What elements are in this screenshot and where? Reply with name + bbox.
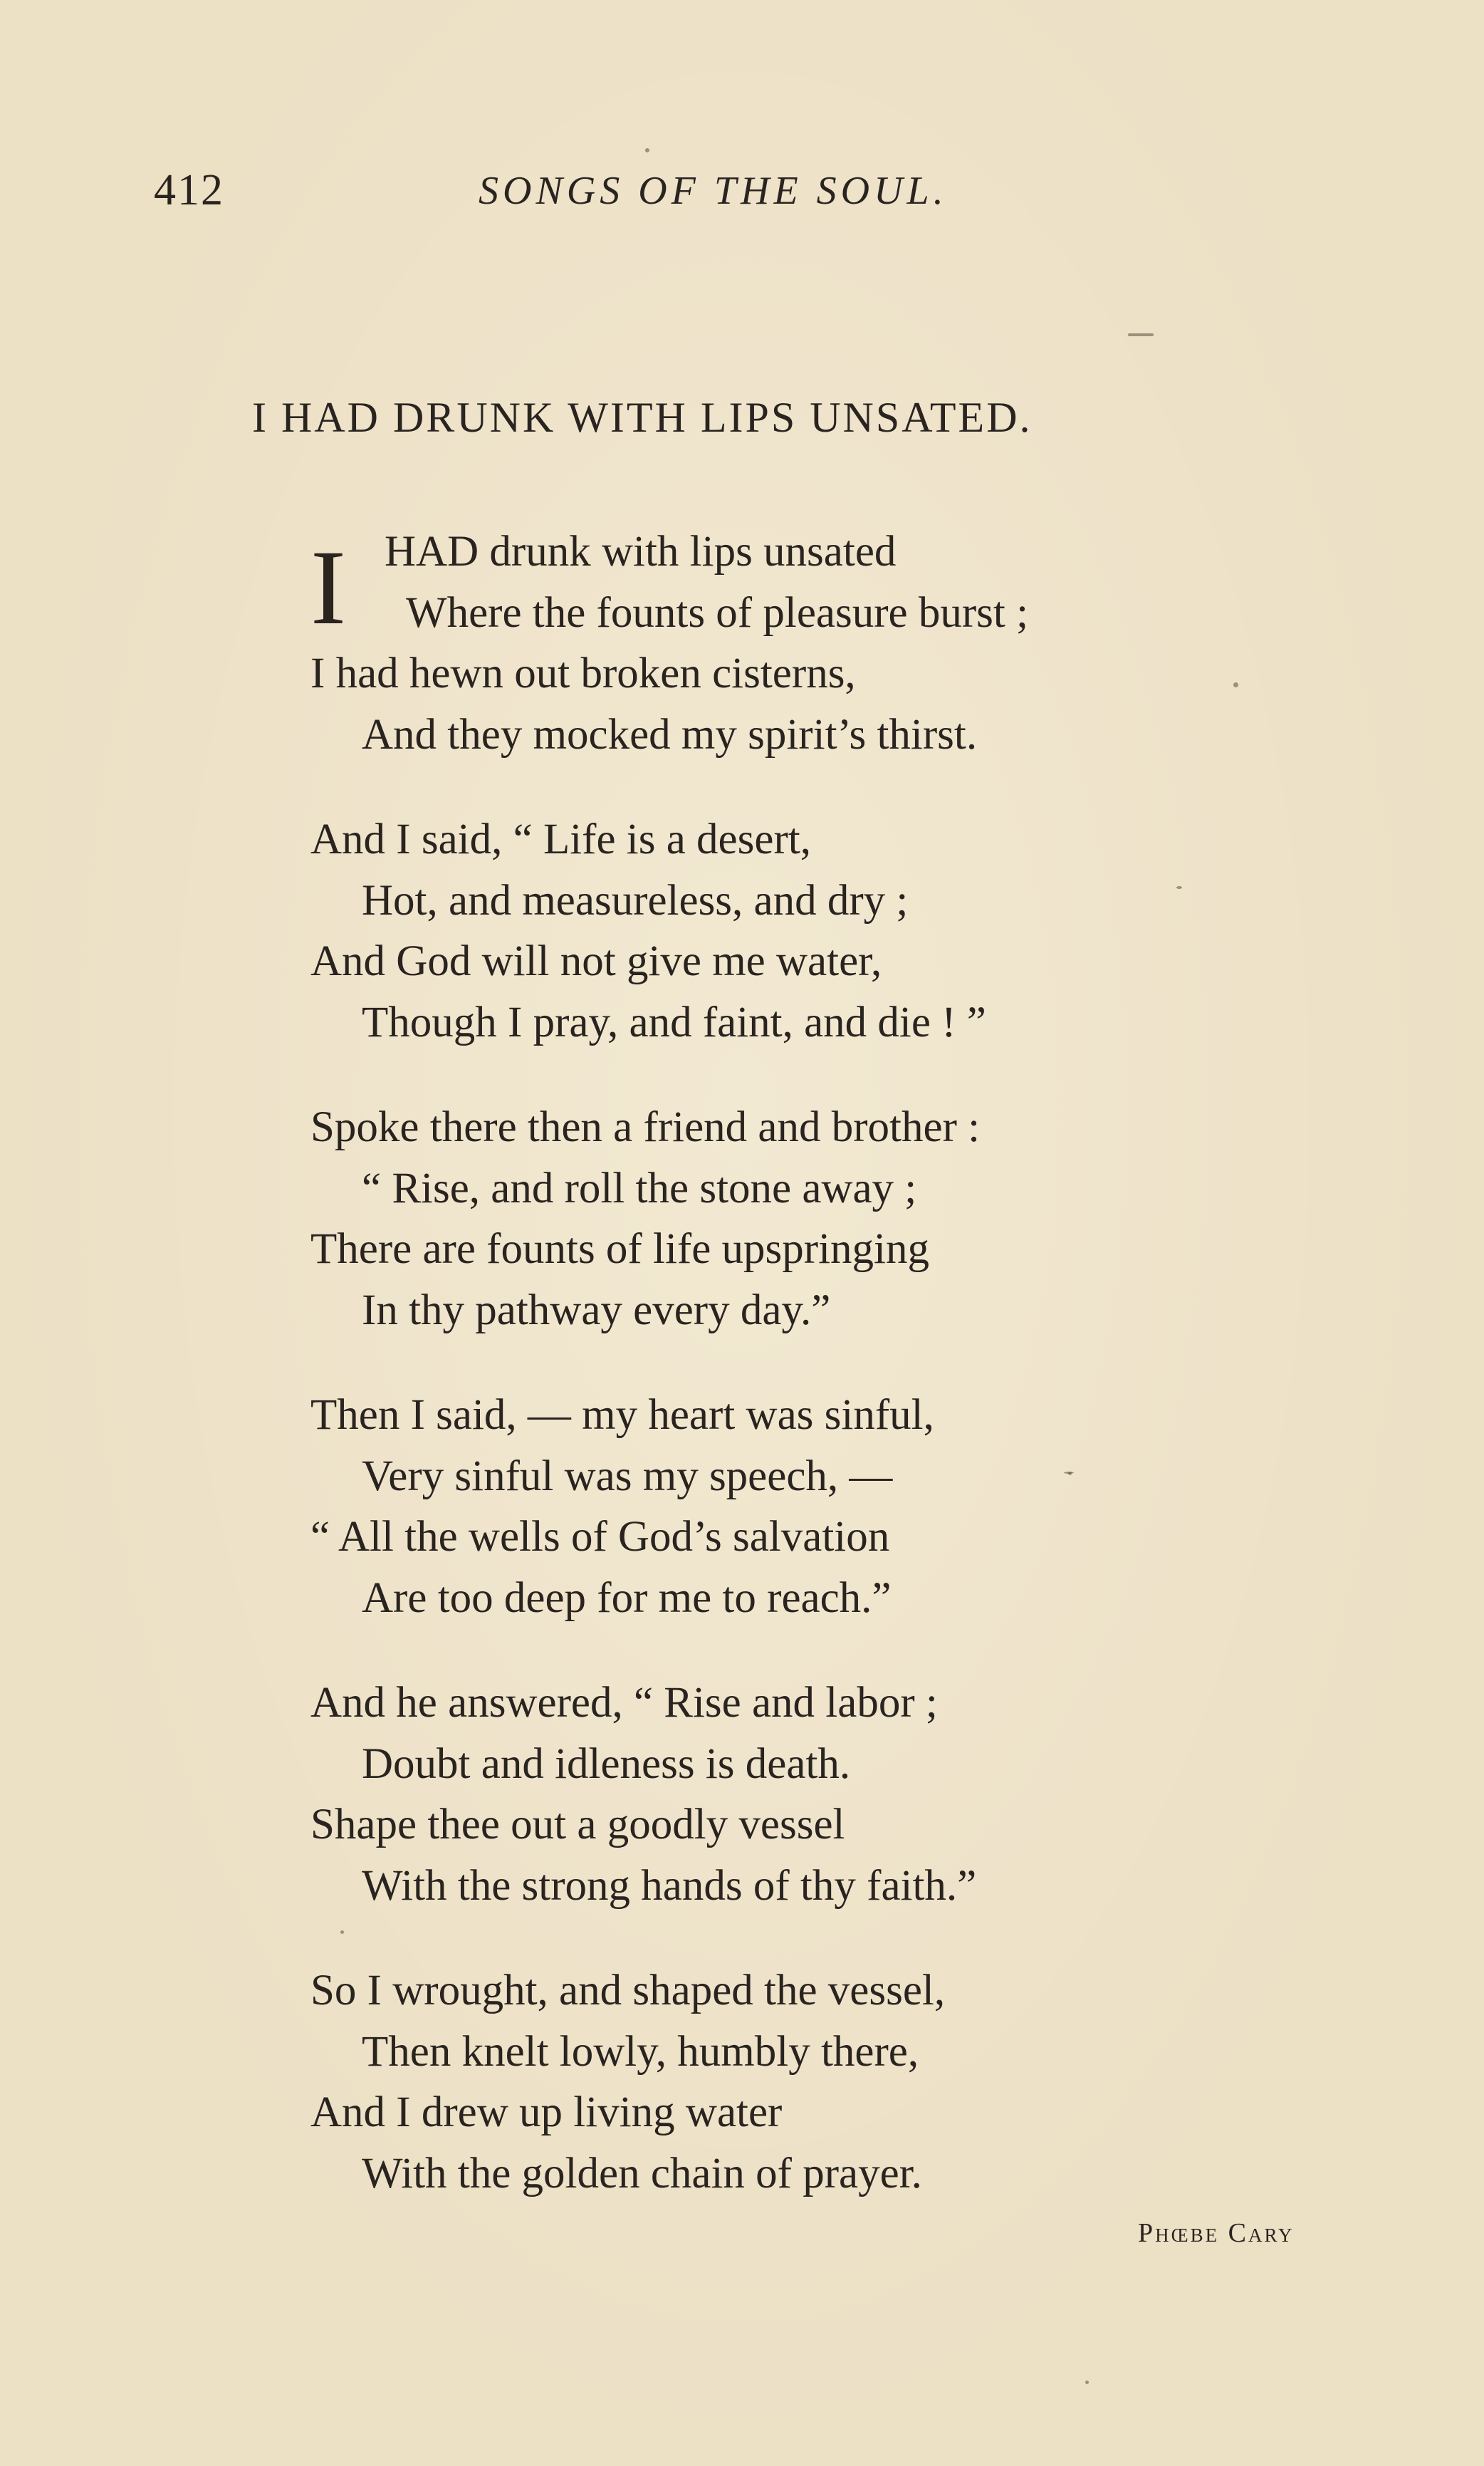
page-number: 412 xyxy=(154,166,224,214)
poem-line: I had hewn out broken cisterns, xyxy=(310,650,856,697)
poem-line: Shape thee out a goodly vessel xyxy=(310,1801,845,1848)
poem-line: And he answered, “ Rise and labor ; xyxy=(310,1679,938,1727)
poem-line: Though I pray, and faint, and die ! ” xyxy=(362,998,986,1046)
poem-line: And God will not give me water, xyxy=(310,937,882,985)
stanza xyxy=(310,521,1236,765)
poem-line: Then knelt lowly, humbly there, xyxy=(362,2027,919,2076)
poem-line: Are too deep for me to reach.” xyxy=(362,1573,892,1622)
poem-line: Hot, and measureless, and dry ; xyxy=(362,876,909,925)
stanza xyxy=(310,1672,1236,1916)
poem-line: “ All the wells of God’s salvation xyxy=(310,1513,890,1561)
poem-attribution: Phœbe Cary xyxy=(1138,2218,1295,2248)
poem-line: With the golden chain of prayer. xyxy=(362,2149,922,2197)
poem-line: There are founts of life upspringing xyxy=(310,1225,929,1273)
stanza xyxy=(310,809,1236,1053)
poem-line: Where the founts of pleasure burst ; xyxy=(406,588,1029,637)
stanza xyxy=(310,1960,1236,2204)
poem-line: And I drew up living water xyxy=(310,2088,783,2136)
poem-body xyxy=(310,521,1236,2204)
poem-line: And they mocked my spirit’s thirst. xyxy=(362,710,978,759)
poem-title: I HAD DRUNK WITH LIPS UNSATED. xyxy=(252,394,1033,441)
paper-speck xyxy=(340,1930,344,1934)
paper-speck xyxy=(1085,2381,1089,2384)
poem-line: In thy pathway every day.” xyxy=(362,1286,831,1334)
poem-line: Spoke there then a friend and brother : xyxy=(310,1103,981,1151)
paper-speck xyxy=(645,148,649,152)
paper-speck xyxy=(1233,682,1238,687)
poem-line: “ Rise, and roll the stone away ; xyxy=(362,1164,917,1212)
stanza xyxy=(310,1097,1236,1341)
running-head: SONGS OF THE SOUL. xyxy=(479,169,948,213)
poem-line: With the strong hands of thy faith.” xyxy=(362,1861,977,1910)
paper-speck xyxy=(1128,333,1154,336)
poem-line-text: HAD drunk with lips unsated xyxy=(385,528,897,576)
poem-line: Then I said, — my heart was sinful, xyxy=(310,1391,934,1439)
poem-line: Doubt and idleness is death. xyxy=(362,1739,851,1788)
stanza xyxy=(310,1385,1236,1628)
paper-speck xyxy=(1176,886,1182,889)
poem-line: And I said, “ Life is a desert, xyxy=(310,816,811,863)
drop-cap: I xyxy=(310,529,346,647)
paper-speck xyxy=(1068,1472,1072,1475)
poem-line: Very sinful was my speech, — xyxy=(362,1452,893,1500)
poem-line: So I wrought, and shaped the vessel, xyxy=(310,1967,946,2014)
